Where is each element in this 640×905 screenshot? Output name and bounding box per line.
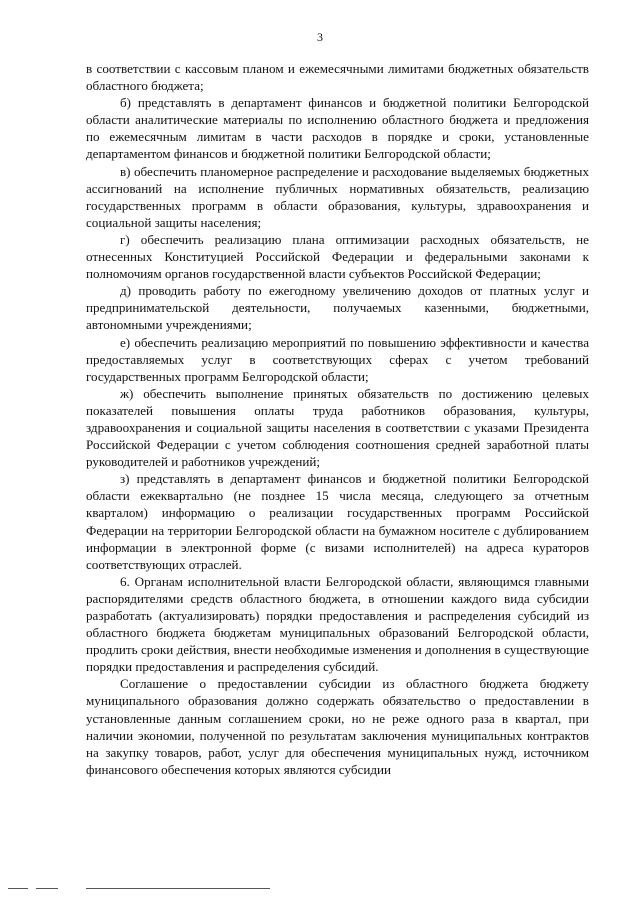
footer-rule [8,888,28,889]
footer-rule [86,888,270,889]
paragraph-item-g: г) обеспечить реализацию плана оптимизации расходных обязательств, не отнесенных Конституцией Российской Федерации и федеральными законами к полномочиям органов государственной власти субъектов Российской Федерации; [86,231,589,282]
footer-rule [36,888,58,889]
page-number: 3 [317,30,323,44]
paragraph-item-b: б) представлять в департамент финансов и бюджетной политики Белгородской области аналитические материалы по исполнению областного бюджета и предложения по ежемесячным лимитам в части расходов в порядке и сроки, установленные департаментом финансов и бюджетной политики Белгородской области; [86,95,589,162]
paragraph-item-zh: ж) обеспечить выполнение принятых обязательств по достижению целевых показателей повышения оплаты труда работников образования, культуры, здравоохранения и социальной защиты населения в соответствии с указами Президента Российской Федерации с учетом соблюдения соотношения средней заработной платы руководителей и работников учреждений; [86,385,589,470]
document-body [86,60,589,778]
paragraph-item-z: з) представлять в департамент финансов и бюджетной политики Белгородской области ежеквартально (не позднее 15 числа месяца, следующего за отчетным кварталом) информацию о реализации государственных программ Российской Федерации на территории Белгородской области на бумажном носителе с дублированием информации в электронной форме (с визами исполнителей) на адреса кураторов соответствующих отраслей. [86,471,589,572]
paragraph-agreement: Соглашение о предоставлении субсидии из областного бюджета бюджету муниципального образования должно содержать обязательство о предоставлении в установленные данным соглашением сроки, но не реже одного раза в квартал, при наличии экономии, полученной по результатам заключения муниципальных контрактов на закупку товаров, работ, услуг для обеспечения муниципальных нужд, источником финансового обеспечения которых являются субсидии [86,676,589,777]
paragraph-continuation: в соответствии с кассовым планом и ежемесячными лимитами бюджетных обязательств областного бюджета; [86,61,589,94]
paragraph-item-v: в) обеспечить планомерное распределение и расходование выделяемых бюджетных ассигнований на исполнение публичных нормативных обязательств, реализацию государственных программ в области образования, культуры, здравоохранения и социальной защиты населения; [86,163,589,230]
paragraph-item-e: е) обеспечить реализацию мероприятий по повышению эффективности и качества предоставляемых услуг в соответствующих сферах с учетом требований государственных программ Белгородской области; [86,334,589,384]
paragraph-item-d: д) проводить работу по ежегодному увеличению доходов от платных услуг и предпринимательской деятельности, получаемых казенными, бюджетными, автономными учреждениями; [86,283,589,333]
paragraph-section-6: 6. Органам исполнительной власти Белгородской области, являющимся главными распорядителями средств областного бюджета, в отношении каждого вида субсидии разработать (актуализировать) порядки предоставления и распределения субсидий из областного бюджета бюджетам муниципальных образований Белгородской области, продлить сроки действия, внести необходимые изменения и дополнения в существующие порядки предоставления и распределения субсидий. [86,573,589,675]
